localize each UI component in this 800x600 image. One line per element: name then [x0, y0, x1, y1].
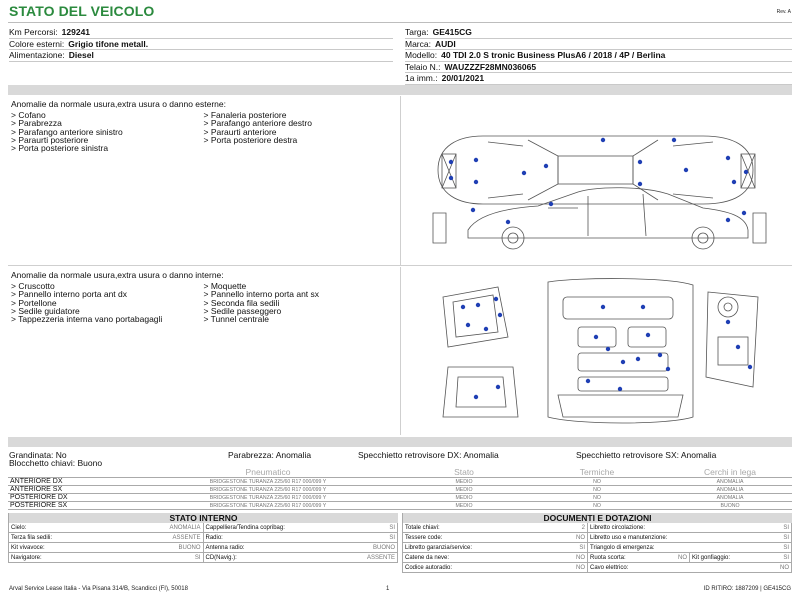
tyre-rims: BUONO [668, 502, 792, 510]
grid-cell [403, 553, 588, 563]
rims-header: Cerchi in lega [668, 467, 792, 478]
cell-label: Triangolo di emergenza: [590, 545, 655, 551]
interior-state-title: STATO INTERNO [9, 513, 398, 523]
cell-label: Catene da neve: [405, 555, 450, 561]
damage-item: > Tunnel centrale [203, 314, 269, 325]
info-value: 129241 [61, 27, 91, 38]
damage-item: > Portellone [11, 297, 57, 308]
worn-header: Termiche [530, 467, 664, 478]
damage-item: > Parabrezza [11, 118, 62, 129]
internal-damage-title: Anomalie da normale usura,extra usura o danno interne: [11, 270, 224, 280]
revision-label: Rev. A [776, 9, 791, 15]
cell-value: SI [783, 535, 789, 541]
damage-column [204, 282, 397, 323]
cell-value: NO [780, 565, 789, 571]
info-row [405, 62, 792, 74]
cell-label: Libretto garanzia/service: [405, 545, 473, 551]
cell-label: Totale chiavi: [405, 525, 440, 531]
cell-label: Cavo elettrico: [590, 565, 629, 571]
internal-damage-list [11, 271, 396, 323]
info-value: WAUZZZF28MN036065 [444, 61, 537, 72]
table-row [8, 478, 792, 486]
grid-cell [403, 563, 588, 573]
cell-value: SI [389, 525, 395, 531]
mirror-sx-status: Specchietto retrovisore SX: Anomalia [576, 450, 717, 460]
tyre-state: MEDIO [402, 502, 526, 510]
grid-cell [588, 553, 690, 563]
cell-label: Ruota scorta: [590, 555, 626, 561]
cell-label: Libretto uso e manutenzione: [590, 535, 668, 541]
tyre-position: ANTERIORE DX [8, 478, 138, 486]
grid-cell [204, 553, 399, 563]
cell-label: Tessere code: [405, 535, 443, 541]
tyre-worn: NO [530, 502, 664, 510]
info-label: 1a imm.: [405, 73, 438, 84]
cell-value: SI [579, 545, 585, 551]
tyre-model: BRIDGESTONE TURANZA 225/60 R17 000/099 Y [138, 502, 398, 510]
table-row [8, 502, 792, 510]
damage-item: > Paraurti posteriore [11, 134, 89, 145]
tyre-state: MEDIO [402, 478, 526, 486]
external-damage-list [11, 100, 396, 152]
footer-company: Arval Service Lease Italia - Via Pisana 314/B, Scandicci (FI), 50018 [9, 586, 188, 592]
damage-item: > Fanaleria posteriore [203, 110, 287, 121]
cell-value: NO [576, 535, 585, 541]
external-damage-title: Anomalie da normale usura,extra usura o danno esterne: [11, 99, 226, 109]
cell-value: BUONO [372, 545, 395, 551]
tyre-model: BRIDGESTONE TURANZA 225/60 R17 000/099 Y [138, 494, 398, 502]
section-divider [400, 267, 401, 435]
grid-cell [204, 533, 399, 543]
grid-cell [9, 553, 204, 563]
info-value: Diesel [68, 50, 94, 61]
documents-title: DOCUMENTI E DOTAZIONI [403, 513, 792, 523]
title-divider [8, 22, 792, 23]
internal-damage-section [8, 267, 792, 435]
info-label: Telaio N.: [405, 61, 441, 72]
vehicle-info-right [405, 27, 792, 85]
grandinata-status: Grandinata: No [9, 450, 67, 460]
cell-value: ASSENTE [366, 555, 395, 561]
damage-item: > Seconda fila sedili [203, 297, 280, 308]
tyre-position: ANTERIORE SX [8, 486, 138, 494]
tyre-worn: NO [530, 486, 664, 494]
info-label: Colore esterni: [9, 38, 65, 49]
info-label: Targa: [405, 27, 429, 38]
damage-item: > Parafango anteriore destro [203, 118, 312, 129]
grid-cell [403, 533, 588, 543]
cell-label: Radio: [205, 535, 223, 541]
cell-label: CD(Navig.): [205, 555, 237, 561]
grid-cell [403, 523, 588, 533]
grid-cell [9, 533, 204, 543]
info-value: 20/01/2021 [441, 73, 485, 84]
tyre-worn: NO [530, 478, 664, 486]
tyre-position: POSTERIORE DX [8, 494, 138, 502]
cell-value: BUONO [178, 545, 201, 551]
tyre-position: POSTERIORE SX [8, 502, 138, 510]
cell-label: Cappelliera/Tendina copribag: [205, 525, 285, 531]
state-header: Stato [402, 467, 526, 478]
table-header-row [8, 467, 792, 478]
damage-item: > Porta posteriore sinistra [11, 143, 109, 154]
documents-box [402, 513, 792, 573]
cell-label: Kit gonfiaggio: [692, 555, 731, 561]
vehicle-info-left [9, 27, 393, 62]
info-value: 40 TDI 2.0 S tronic Business PlusA6 / 2018 / 4P / Berlina [441, 50, 666, 61]
section-band [8, 437, 792, 447]
cell-value: NO [576, 555, 585, 561]
info-row [405, 39, 792, 51]
grid-cell [588, 543, 792, 553]
grid-cell [204, 543, 399, 553]
info-row [9, 39, 393, 51]
tyre-state: MEDIO [402, 486, 526, 494]
cell-label: Libretto circolazione: [590, 525, 646, 531]
footer-page-number: 1 [386, 586, 390, 592]
interior-state-box [8, 513, 398, 563]
grid-cell [403, 543, 588, 553]
external-damage-section [8, 96, 792, 266]
tyre-rims: ANOMALIA [668, 478, 792, 486]
header-spacer [8, 467, 138, 478]
cell-value: SI [389, 535, 395, 541]
info-value: AUDI [434, 38, 456, 49]
info-label: Marca: [405, 38, 431, 49]
tyre-header: Pneumatico [138, 467, 398, 478]
damage-item: > Sedile guidatore [11, 305, 80, 316]
cell-value: SI [783, 525, 789, 531]
info-row [9, 27, 393, 39]
damage-item: > Pannello interno porta ant dx [11, 289, 128, 300]
damage-item: > Porta posteriore destra [203, 134, 298, 145]
cell-label: Terza fila sedili: [11, 535, 53, 541]
cell-label: Codice autoradio: [405, 565, 453, 571]
table-row [8, 486, 792, 494]
parabrezza-status: Parabrezza: Anomalia [228, 450, 312, 460]
info-row [405, 50, 792, 62]
damage-item: > Moquette [203, 281, 247, 292]
info-label: Km Percorsi: [9, 27, 58, 38]
tyres-table [8, 467, 792, 510]
cell-value: SI [194, 555, 201, 561]
section-divider [400, 96, 401, 266]
grid-cell [9, 523, 204, 533]
grid-cell [588, 563, 792, 573]
damage-item: > Paraurti anteriore [203, 126, 277, 137]
info-label: Modello: [405, 50, 438, 61]
section-band [8, 85, 792, 95]
tyre-state: MEDIO [402, 494, 526, 502]
grid-cell [9, 543, 204, 553]
grid-cell [204, 523, 399, 533]
damage-column [11, 111, 204, 152]
cell-value: ANOMALIA [169, 525, 201, 531]
footer-id: ID RITIRO: 1887209 | GE415CG [703, 586, 791, 592]
grid-cell [588, 533, 792, 543]
info-row [405, 73, 792, 85]
damage-column [11, 282, 204, 323]
cell-label: Cielo: [11, 525, 27, 531]
info-row [405, 27, 792, 39]
info-row [9, 50, 393, 62]
table-row [8, 494, 792, 502]
cell-value: ASSENTE [172, 535, 201, 541]
cell-value: SI [783, 555, 789, 561]
damage-item: > Pannello interno porta ant sx [203, 289, 320, 300]
page-title: STATO DEL VEICOLO [9, 3, 155, 19]
info-label: Alimentazione: [9, 50, 65, 61]
grid-cell [588, 523, 792, 533]
interior-car-diagram [438, 277, 768, 427]
damage-item: > Sedile passeggero [203, 305, 282, 316]
damage-item: > Cruscotto [11, 281, 55, 292]
cell-value: NO [576, 565, 585, 571]
damage-item: > Tappezzeria interna vano portabagagli [11, 314, 163, 325]
tyre-model: BRIDGESTONE TURANZA 225/60 R17 000/099 Y [138, 486, 398, 494]
tyre-rims: ANOMALIA [668, 494, 792, 502]
damage-column [204, 111, 397, 152]
exterior-car-diagram [428, 118, 768, 258]
tyre-rims: ANOMALIA [668, 486, 792, 494]
cell-label: Kit vivavoce: [11, 545, 45, 551]
damage-item: > Parafango anteriore sinistro [11, 126, 123, 137]
damage-item: > Cofano [11, 110, 46, 121]
cell-label: Navigatore: [11, 555, 42, 561]
info-value: Grigio tifone metall. [68, 38, 149, 49]
grid-cell [690, 553, 792, 563]
tyre-worn: NO [530, 494, 664, 502]
info-value: GE415CG [432, 27, 472, 38]
tyre-model: BRIDGESTONE TURANZA 225/60 R17 000/099 Y [138, 478, 398, 486]
cell-label: Antenna radio: [205, 545, 245, 551]
mirror-dx-status: Specchietto retrovisore DX: Anomalia [358, 450, 499, 460]
cell-value: NO [678, 555, 687, 561]
cell-value: 2 [581, 525, 585, 531]
blocchetto-status: Blocchetto chiavi: Buono [9, 458, 103, 468]
cell-value: SI [783, 545, 789, 551]
